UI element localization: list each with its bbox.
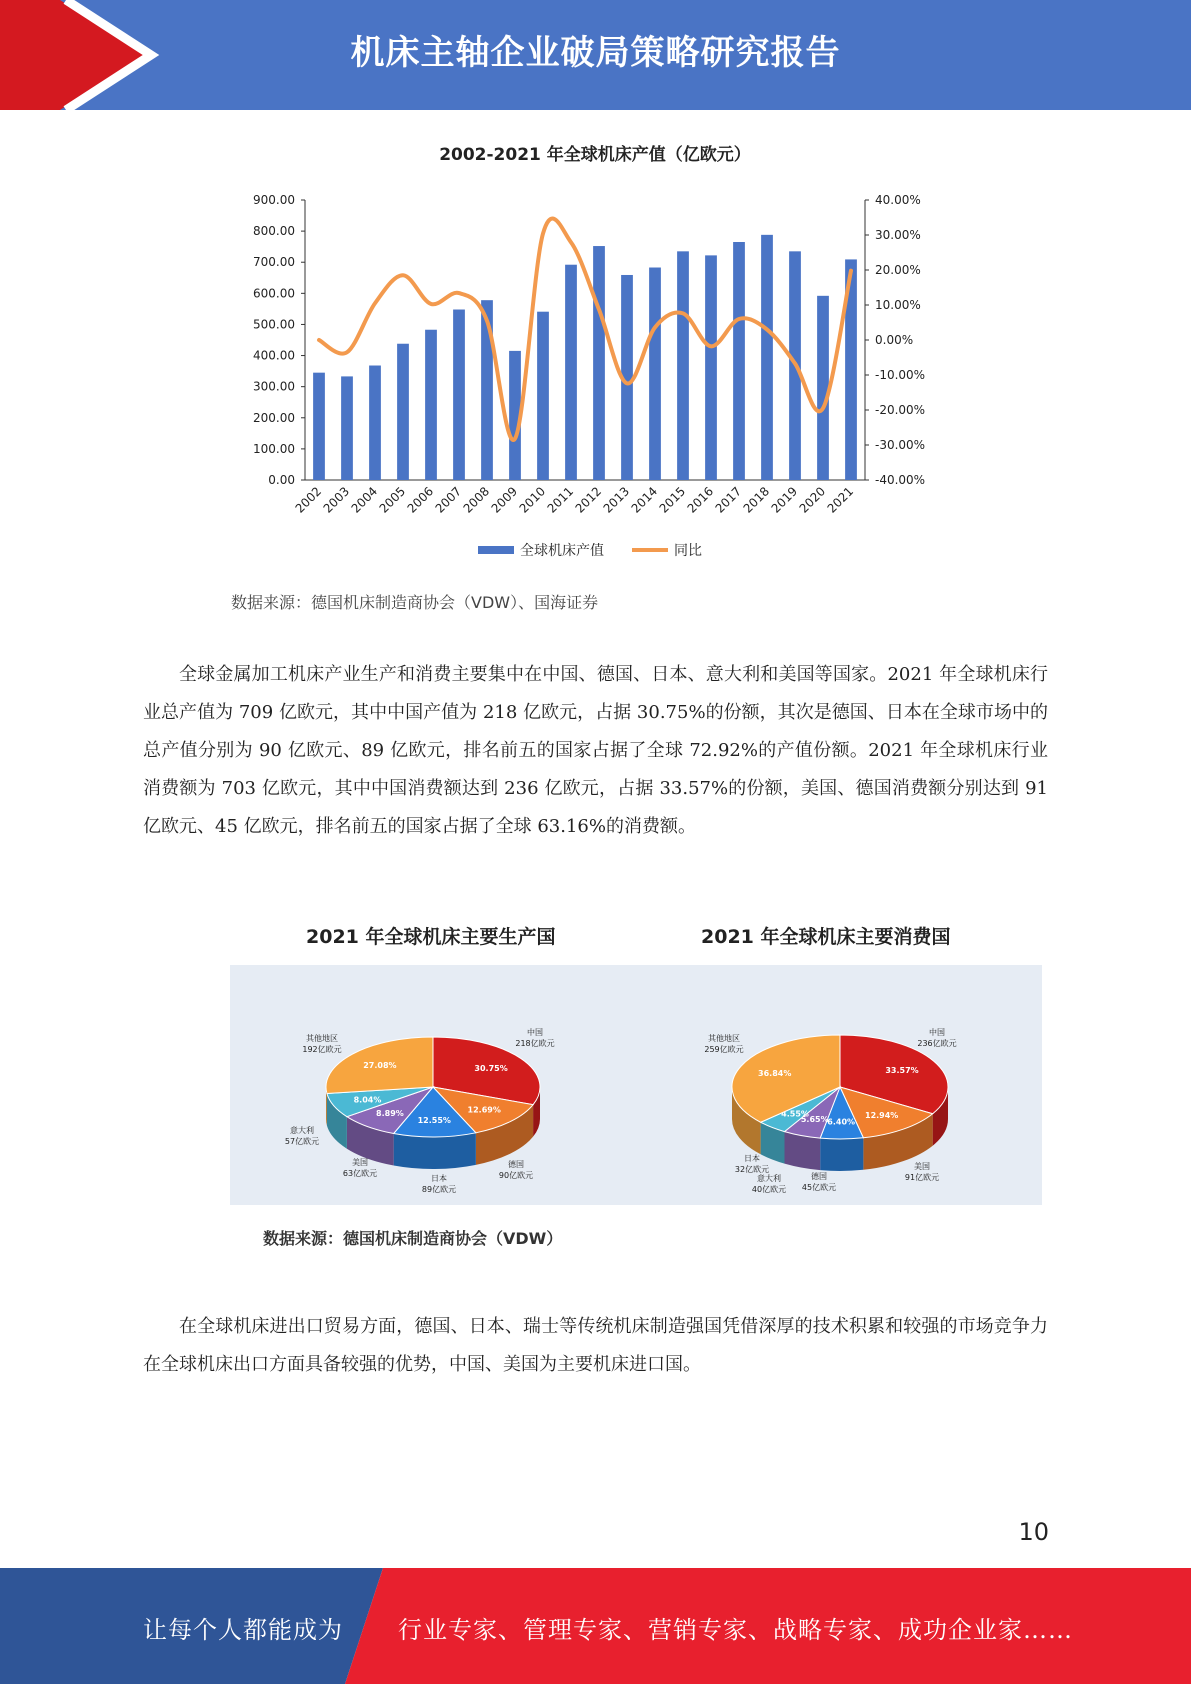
prod-pie-pct-美国: 8.89%: [376, 1109, 404, 1119]
bar-2018: [761, 235, 773, 480]
x-tick-label: 2008: [460, 484, 493, 516]
cons-pie-label-德国: 德国: [811, 1172, 827, 1181]
x-tick-label: 2012: [572, 484, 605, 516]
x-tick-label: 2010: [516, 484, 549, 516]
cons-pie-label-中国: 中国: [929, 1028, 945, 1037]
x-tick-label: 2014: [628, 484, 661, 516]
x-tick-label: 2004: [348, 484, 381, 516]
prod-pie-label-美国: 美国: [352, 1158, 368, 1167]
bar-2007: [453, 310, 465, 480]
left-tick-label: 700.00: [253, 255, 295, 270]
left-tick-label: 400.00: [253, 348, 295, 363]
left-tick-label: 300.00: [253, 379, 295, 394]
body-paragraph-1: 全球金属加工机床产业生产和消费主要集中在中国、德国、日本、意大利和美国等国家。2021 年全球机床行业总产值为 709 亿欧元，其中中国产值为 218 亿欧元，占据 30.75%的份额，其次是德国、日本在全球市场中的总产值分别为 90 亿欧元、89 亿欧元，排名前五的国家占据了全球 72.92%的产值份额。2021 年全球机床行业消费额为 703 亿欧元，其中中国消费额达到 236 亿欧元，占据 33.57%的份额，美国、德国消费额分别达到 91 亿欧元、45 亿欧元，排名前五的国家占据了全球 63.16%的消费额。: [143, 664, 1048, 837]
pie-charts-svg: [230, 965, 1042, 1205]
bar-2004: [369, 366, 381, 480]
bar-2020: [817, 296, 829, 480]
x-tick-label: 2006: [404, 484, 437, 516]
cons-pie-amount-意大利: 40亿欧元: [751, 1185, 787, 1194]
legend-label-line: 同比: [674, 543, 702, 559]
cons-pie-amount-中国: 236亿欧元: [917, 1039, 957, 1048]
left-tick-label: 100.00: [253, 441, 295, 456]
production-chart: [230, 132, 960, 572]
page-header: [0, 0, 1191, 110]
bar-2006: [425, 330, 437, 480]
bar-2016: [705, 255, 717, 480]
header-title: 机床主轴企业破局策略研究报告: [350, 33, 841, 73]
left-tick-label: 500.00: [253, 317, 295, 332]
cons-pie-pct-美国: 12.94%: [865, 1110, 899, 1120]
x-tick-label: 2019: [768, 484, 801, 516]
left-tick-label: 200.00: [253, 410, 295, 425]
cons-pie-amount-美国: 91亿欧元: [904, 1173, 940, 1182]
prod-pie-pct-中国: 30.75%: [474, 1064, 508, 1074]
pie-title-production: 2021 年全球机床主要生产国: [306, 926, 556, 948]
cons-pie-label-美国: 美国: [914, 1162, 930, 1171]
cons-pie-pct-日本: 4.55%: [781, 1109, 809, 1119]
prod-pie-pct-德国: 12.69%: [467, 1105, 501, 1115]
prod-pie-label-其他地区: 其他地区: [306, 1034, 338, 1043]
prod-pie-pct-意大利: 8.04%: [353, 1095, 382, 1105]
cons-pie-pct-中国: 33.57%: [885, 1066, 919, 1076]
cons-pie-amount-其他地区: 259亿欧元: [704, 1045, 744, 1054]
cons-pie-amount-德国: 45亿欧元: [801, 1183, 837, 1192]
cons-pie-label-日本: 日本: [744, 1154, 760, 1163]
x-tick-label: 2009: [488, 484, 521, 516]
cons-pie-side-德国: [820, 1138, 863, 1171]
prod-pie-pct-日本: 12.55%: [417, 1115, 451, 1125]
x-tick-label: 2002: [292, 484, 325, 516]
left-tick-label: 600.00: [253, 286, 295, 301]
pie-title-consumption: 2021 年全球机床主要消费国: [701, 926, 951, 948]
cons-pie-label-其他地区: 其他地区: [708, 1034, 740, 1043]
right-tick-label: -10.00%: [875, 368, 926, 382]
bar-2012: [593, 246, 605, 480]
x-tick-label: 2003: [320, 484, 353, 516]
x-tick-label: 2005: [376, 484, 409, 516]
footer-slogan-left: 让每个人都能成为: [143, 1616, 343, 1644]
x-tick-label: 2016: [684, 484, 717, 516]
x-tick-label: 2017: [712, 484, 745, 516]
bar-2017: [733, 242, 745, 480]
cons-pie-pct-其他地区: 36.84%: [758, 1069, 792, 1079]
right-tick-label: 20.00%: [875, 263, 921, 277]
legend-swatch-bar: [478, 546, 514, 554]
bar-2011: [565, 265, 577, 480]
bar-2003: [341, 376, 353, 480]
x-tick-label: 2021: [824, 484, 857, 516]
prod-pie-amount-其他地区: 192亿欧元: [302, 1045, 342, 1054]
bar-2014: [649, 268, 661, 480]
production-chart-svg: [230, 132, 960, 572]
cons-pie-pct-德国: 6.40%: [827, 1117, 856, 1127]
x-tick-label: 2015: [656, 484, 689, 516]
prod-pie-label-德国: 德国: [508, 1160, 524, 1169]
prod-pie-side-日本: [394, 1133, 476, 1169]
legend-label-bar: 全球机床产值: [520, 543, 604, 559]
footer-slogan-right: 行业专家、管理专家、营销专家、战略专家、成功企业家……: [398, 1616, 1073, 1644]
page-footer: [0, 1568, 1191, 1684]
prod-pie-label-中国: 中国: [527, 1028, 543, 1037]
x-tick-label: 2018: [740, 484, 773, 516]
cons-pie-pct-意大利: 5.65%: [800, 1115, 829, 1125]
x-tick-label: 2013: [600, 484, 633, 516]
right-tick-label: -20.00%: [875, 403, 926, 417]
x-tick-label: 2007: [432, 484, 465, 516]
right-tick-label: 30.00%: [875, 228, 921, 242]
pie-source: 数据来源：德国机床制造商协会（VDW）: [263, 1229, 563, 1248]
pie-charts-panel: [230, 965, 1042, 1205]
chart-source: 数据来源：德国机床制造商协会（VDW）、国海证券: [231, 593, 599, 612]
body-paragraph-2: 在全球机床进出口贸易方面，德国、日本、瑞士等传统机床制造强国凭借深厚的技术积累和较强的市场竞争力在全球机床出口方面具备较强的优势，中国、美国为主要机床进口国。: [143, 1316, 1048, 1375]
right-tick-label: -30.00%: [875, 438, 926, 452]
x-tick-label: 2020: [796, 484, 829, 516]
right-tick-label: 10.00%: [875, 298, 921, 312]
bar-2015: [677, 251, 689, 480]
right-tick-label: -40.00%: [875, 473, 926, 487]
left-tick-label: 800.00: [253, 224, 295, 239]
prod-pie-pct-其他地区: 27.08%: [363, 1061, 397, 1071]
bar-2005: [397, 344, 409, 480]
bar-2010: [537, 312, 549, 480]
left-tick-label: 900.00: [253, 193, 295, 207]
prod-pie-label-日本: 日本: [431, 1174, 447, 1183]
cons-pie-label-意大利: 意大利: [757, 1174, 781, 1183]
prod-pie-amount-中国: 218亿欧元: [515, 1039, 555, 1048]
left-tick-label: 0.00: [268, 473, 295, 487]
prod-pie-amount-日本: 89亿欧元: [421, 1185, 457, 1194]
prod-pie-label-意大利: 意大利: [290, 1126, 314, 1135]
cons-pie-amount-日本: 32亿欧元: [734, 1165, 770, 1174]
page-number: 10: [1018, 1518, 1049, 1546]
right-tick-label: 40.00%: [875, 193, 921, 207]
prod-pie-amount-美国: 63亿欧元: [342, 1169, 378, 1178]
bar-2002: [313, 373, 325, 480]
prod-pie-amount-德国: 90亿欧元: [498, 1171, 534, 1180]
x-tick-label: 2011: [544, 484, 577, 516]
prod-pie-amount-意大利: 57亿欧元: [284, 1137, 320, 1146]
right-tick-label: 0.00%: [875, 333, 914, 347]
chart-title: 2002-2021 年全球机床产值（亿欧元）: [439, 145, 751, 165]
